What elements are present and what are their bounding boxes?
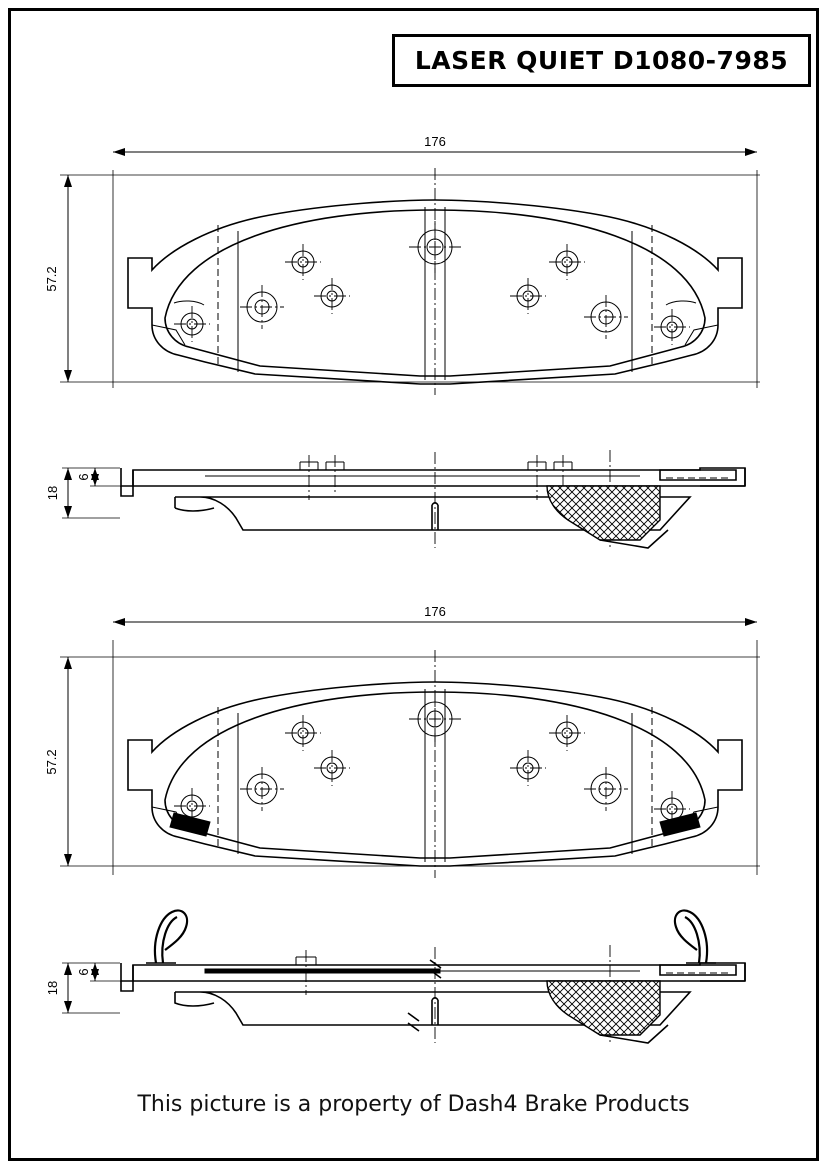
- upper-front-view: [44, 134, 760, 395]
- dim-plate-top: 6: [76, 473, 91, 481]
- rivet-holes-bottom: [174, 693, 690, 827]
- dim-plate-bottom: 6: [76, 968, 91, 976]
- dim-thickness-bottom: 18: [45, 980, 60, 996]
- lower-side-view: [45, 910, 745, 1043]
- dim-height-bottom: 57.2: [44, 749, 59, 775]
- upper-side-view: [45, 450, 745, 548]
- dim-width-bottom: 176: [424, 604, 446, 619]
- page-title: LASER QUIET D1080-7985: [414, 46, 789, 75]
- lower-front-view: [44, 604, 760, 878]
- rivet-holes-top: [174, 221, 690, 345]
- dim-thickness-top: 18: [45, 485, 60, 501]
- copyright-note: This picture is a property of Dash4 Brake Products: [137, 1092, 690, 1117]
- dim-height-top: 57.2: [44, 266, 59, 292]
- dim-width-top: 176: [424, 134, 446, 149]
